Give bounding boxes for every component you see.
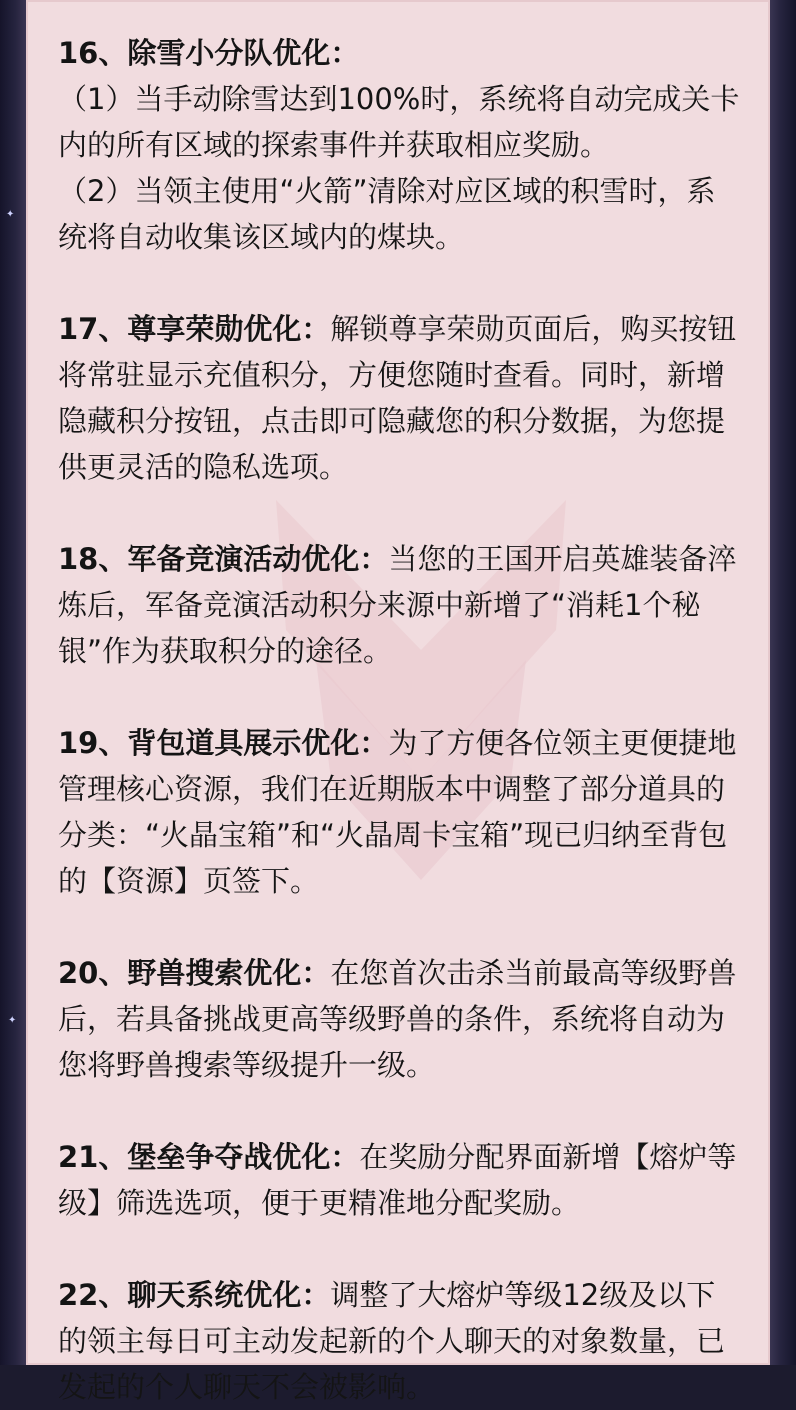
section-title: 22、聊天系统优化： bbox=[58, 1278, 331, 1312]
changelog-section bbox=[58, 306, 744, 490]
section-body: 解锁尊享荣勋页面后，购买按钮将常驻显示充值积分，方便您随时查看。同时，新增隐藏积分按钮，点击即可隐藏您的积分数据，为您提供更灵活的隐私选项。 bbox=[58, 312, 737, 484]
section-item: （1）当手动除雪达到100%时，系统将自动完成关卡内的所有区域的探索事件并获取相应奖励。 bbox=[58, 82, 740, 162]
section-item: （2）当领主使用“火箭”清除对应区域的积雪时，系统将自动收集该区域内的煤块。 bbox=[58, 174, 716, 254]
changelog-section bbox=[58, 1272, 744, 1410]
changelog-section bbox=[58, 950, 744, 1088]
section-title: 19、背包道具展示优化： bbox=[58, 726, 389, 760]
frame-border-right bbox=[770, 0, 796, 1365]
section-title: 20、野兽搜索优化： bbox=[58, 956, 331, 990]
section-body: 在您首次击杀当前最高等级野兽后，若具备挑战更高等级野兽的条件，系统将自动为您将野兽搜索等级提升一级。 bbox=[58, 956, 737, 1082]
section-title: 16、除雪小分队优化： bbox=[58, 36, 360, 70]
section-body: 调整了大熔炉等级12级及以下的领主每日可主动发起新的个人聊天的对象数量，已发起的个人聊天不会被影响。 bbox=[58, 1278, 726, 1404]
changelog-section bbox=[58, 536, 744, 674]
section-body: 为了方便各位领主更便捷地管理核心资源，我们在近期版本中调整了部分道具的分类：“火晶宝箱”和“火晶周卡宝箱”现已归纳至背包的【资源】页签下。 bbox=[58, 726, 737, 898]
changelog-section bbox=[58, 1134, 744, 1226]
announcement-panel bbox=[26, 0, 770, 1404]
sparkle-icon: ✦ bbox=[6, 209, 15, 220]
changelog-section bbox=[58, 30, 744, 260]
section-title: 21、堡垒争夺战优化： bbox=[58, 1140, 360, 1174]
section-title: 18、军备竞演活动优化： bbox=[58, 542, 389, 576]
section-title: 17、尊享荣勋优化： bbox=[58, 312, 331, 346]
section-body: 当您的王国开启英雄装备淬炼后，军备竞演活动积分来源中新增了“消耗1个秘银”作为获取积分的途径。 bbox=[58, 542, 737, 668]
sparkle-icon: ✦ bbox=[8, 1015, 17, 1026]
changelog-content bbox=[58, 30, 744, 1410]
section-body: 在奖励分配界面新增【熔炉等级】筛选选项，便于更精准地分配奖励。 bbox=[58, 1140, 737, 1220]
changelog-section bbox=[58, 720, 744, 904]
frame-border-left bbox=[0, 0, 26, 1365]
